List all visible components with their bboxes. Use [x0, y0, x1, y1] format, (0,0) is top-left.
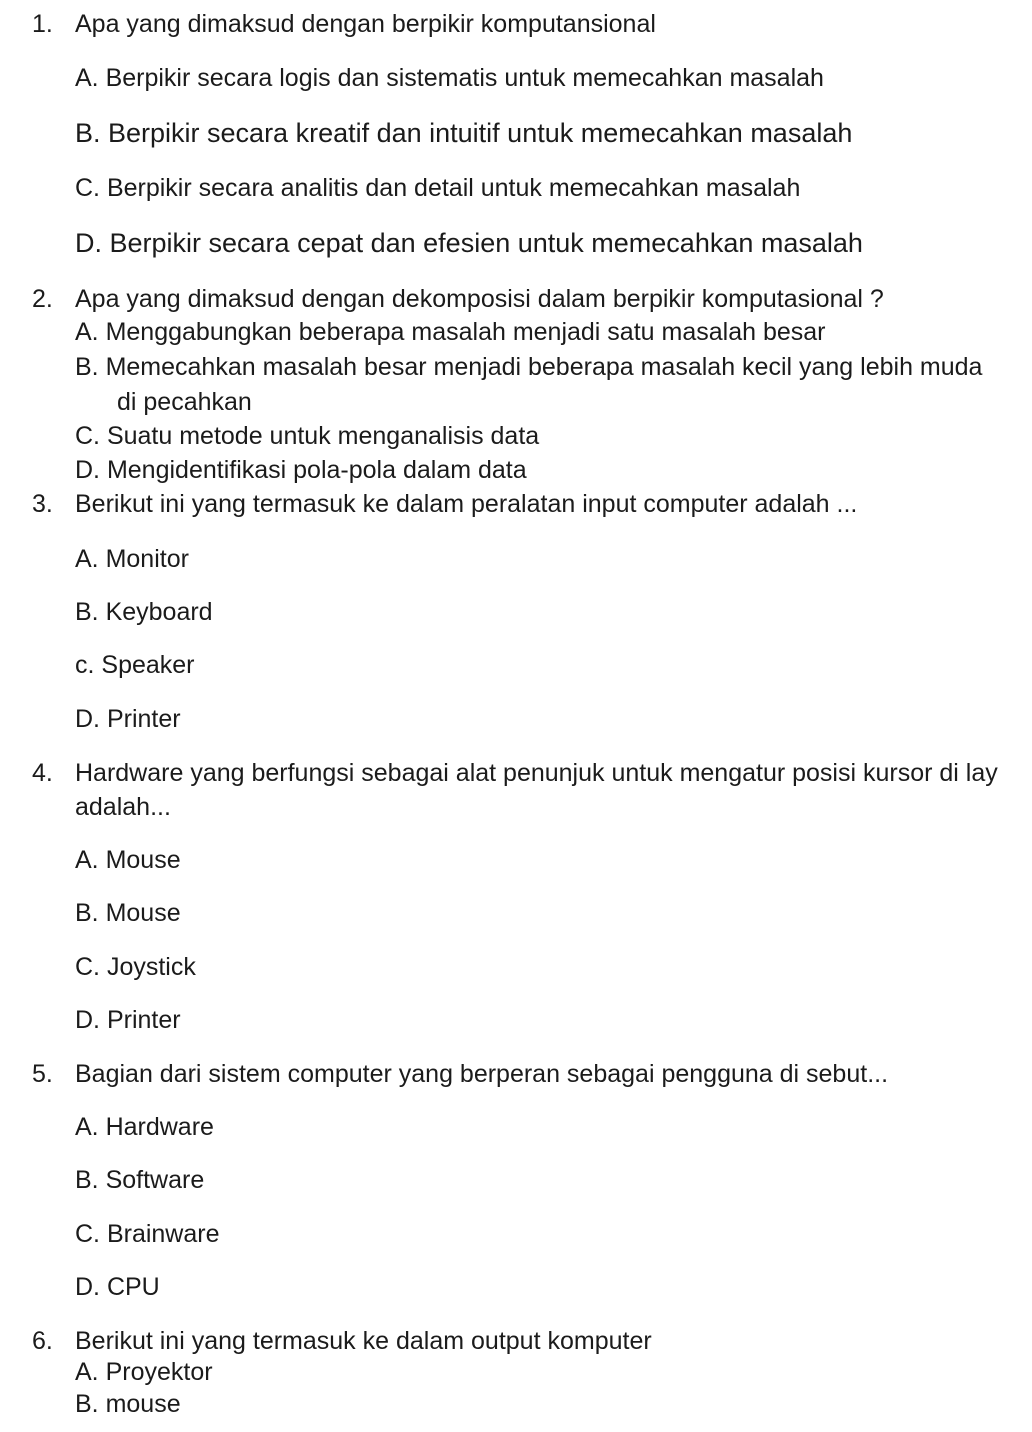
question-number: 6.	[32, 1327, 53, 1355]
question-text: Berikut ini yang termasuk ke dalam output komputer	[75, 1327, 652, 1355]
question-number: 2.	[32, 285, 53, 313]
question-text: Apa yang dimaksud dengan berpikir komputansional	[75, 10, 656, 38]
question-text: Hardware yang berfungsi sebagai alat penunjuk untuk mengatur posisi kursor di lay	[75, 761, 998, 786]
option-b: B. Memecahkan masalah besar menjadi beberapa masalah kecil yang lebih muda	[75, 353, 983, 381]
option-c: C. Joystick	[75, 953, 196, 981]
option-d: D. Printer	[75, 1006, 181, 1034]
option-c: c. Speaker	[75, 651, 195, 679]
option-a: A. Mouse	[75, 846, 181, 874]
option-a: A. Menggabungkan beberapa masalah menjadi satu masalah besar	[75, 318, 826, 346]
question-number: 5.	[32, 1060, 53, 1088]
option-b: B. Keyboard	[75, 598, 213, 626]
question-text: Bagian dari sistem computer yang berperan sebagai pengguna di sebut...	[75, 1060, 889, 1088]
option-d: D. CPU	[75, 1273, 160, 1301]
option-b: B. Berpikir secara kreatif dan intuitif untuk memecahkan masalah	[75, 118, 853, 148]
question-text: Berikut ini yang termasuk ke dalam peralatan input computer adalah ...	[75, 490, 858, 518]
option-a: A. Monitor	[75, 545, 189, 573]
option-a: A. Proyektor	[75, 1358, 213, 1386]
question-text-continuation: adalah...	[75, 793, 171, 821]
option-d: D. Berpikir secara cepat dan efesien untuk memecahkan masalah	[75, 228, 863, 258]
option-b: B. Software	[75, 1166, 205, 1194]
option-d: D. Mengidentifikasi pola-pola dalam data	[75, 456, 527, 484]
option-b: B. Mouse	[75, 899, 181, 927]
option-c: C. Berpikir secara analitis dan detail untuk memecahkan masalah	[75, 174, 801, 202]
option-b: B. mouse	[75, 1390, 181, 1418]
option-c: C. Brainware	[75, 1220, 220, 1248]
question-number: 4.	[32, 759, 53, 787]
option-a: A. Hardware	[75, 1113, 214, 1141]
option-c: C. Suatu metode untuk menganalisis data	[75, 422, 540, 450]
question-text: Apa yang dimaksud dengan dekomposisi dalam berpikir komputasional ?	[75, 285, 884, 313]
option-b-continuation: di pecahkan	[117, 388, 252, 416]
option-d: D. Printer	[75, 705, 181, 733]
question-number: 3.	[32, 490, 53, 518]
question-number: 1.	[32, 10, 53, 38]
option-a: A. Berpikir secara logis dan sistematis untuk memecahkan masalah	[75, 64, 824, 92]
